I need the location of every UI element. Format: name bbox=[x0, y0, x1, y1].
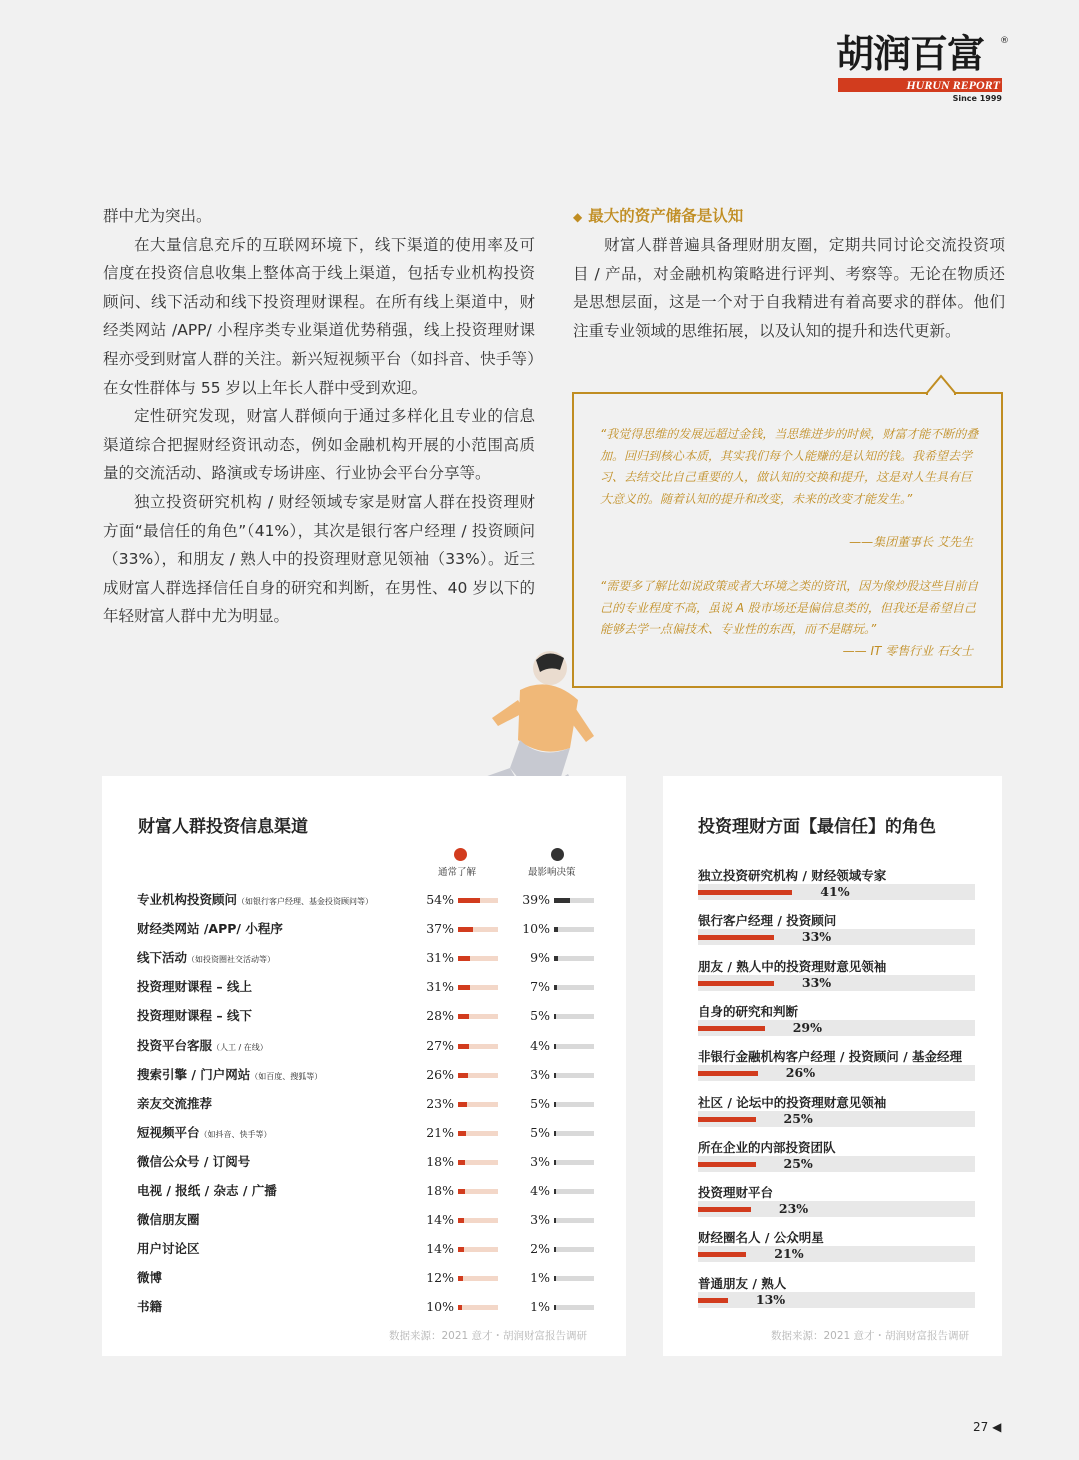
left-text-column bbox=[103, 202, 535, 631]
channel-label-main: 用户讨论区 bbox=[137, 1241, 200, 1257]
channel-label bbox=[137, 1008, 252, 1024]
usually-pct-label: 23% bbox=[426, 1095, 454, 1111]
decision-pct-label: 3% bbox=[530, 1212, 550, 1228]
trust-bar-track bbox=[698, 929, 975, 945]
usually-bar-track bbox=[458, 1160, 498, 1165]
decision-bar-track bbox=[554, 898, 594, 903]
trust-bar bbox=[698, 1162, 756, 1167]
channel-row bbox=[102, 1241, 626, 1270]
decision-pct-label: 3% bbox=[530, 1066, 550, 1082]
decision-pct-label: 4% bbox=[530, 1183, 550, 1198]
trust-pct-label: 21% bbox=[774, 1246, 804, 1262]
decision-pct-label: 10% bbox=[522, 921, 550, 937]
trust-label: 社区 / 论坛中的投资理财意见领袖 bbox=[698, 1094, 887, 1110]
decision-bar-track bbox=[554, 1247, 594, 1252]
decision-bar-track bbox=[554, 1044, 594, 1049]
channel-label bbox=[137, 1096, 212, 1112]
decision-bar-track bbox=[554, 1102, 594, 1107]
decision-bar-track bbox=[554, 1014, 594, 1019]
usually-pct-label: 54% bbox=[426, 892, 454, 907]
decision-bar bbox=[554, 1131, 556, 1136]
channel-label-main: 搜索引擎 / 门户网站 bbox=[137, 1066, 251, 1082]
usually-pct-label: 26% bbox=[426, 1066, 454, 1082]
channel-label bbox=[137, 1299, 162, 1315]
channel-label bbox=[137, 1212, 200, 1228]
usually-bar bbox=[458, 1044, 469, 1049]
decision-bar bbox=[554, 927, 558, 932]
trust-label: 银行客户经理 / 投资顾问 bbox=[698, 913, 837, 929]
hurun-logo bbox=[836, 31, 1009, 106]
decision-pct-label: 39% bbox=[522, 892, 550, 907]
channels-chart-card bbox=[102, 776, 626, 1356]
channel-row bbox=[102, 892, 626, 921]
trust-pct-label: 25% bbox=[783, 1155, 813, 1171]
channel-label bbox=[137, 892, 373, 910]
usually-bar-track bbox=[458, 1131, 498, 1136]
trust-chart-card bbox=[663, 776, 1002, 1356]
channel-label bbox=[137, 1125, 272, 1143]
usually-bar-track bbox=[458, 1044, 498, 1049]
trust-bar bbox=[698, 890, 792, 895]
decision-bar-track bbox=[554, 1218, 594, 1223]
trust-pct-label: 41% bbox=[820, 884, 850, 899]
channel-label bbox=[137, 1038, 268, 1056]
usually-bar bbox=[458, 1131, 466, 1136]
channel-row bbox=[102, 1212, 626, 1241]
usually-bar-track bbox=[458, 956, 498, 961]
channel-label-main: 亲友交流推荐 bbox=[137, 1095, 213, 1111]
usually-bar bbox=[458, 1305, 462, 1310]
trust-bar-track bbox=[698, 1065, 975, 1081]
usually-bar bbox=[458, 927, 473, 932]
trust-label: 普通朋友 / 熟人 bbox=[698, 1275, 787, 1291]
usually-bar-track bbox=[458, 1073, 498, 1078]
trust-pct-label: 25% bbox=[783, 1110, 813, 1126]
trust-pct-label: 29% bbox=[792, 1019, 822, 1035]
trust-pct-label: 23% bbox=[778, 1201, 809, 1217]
trust-bar-track bbox=[698, 1156, 975, 1172]
trust-bar-track bbox=[698, 975, 975, 991]
decision-bar bbox=[554, 1102, 556, 1107]
usually-pct-label: 14% bbox=[426, 1241, 454, 1257]
decision-bar-track bbox=[554, 1276, 594, 1281]
usually-bar-track bbox=[458, 1305, 498, 1310]
channel-label bbox=[137, 1270, 162, 1286]
legend-dot-usually bbox=[454, 848, 467, 861]
trust-label: 朋友 / 熟人中的投资理财意见领袖 bbox=[698, 958, 887, 974]
usually-bar-track bbox=[458, 1276, 498, 1281]
decision-pct-label: 5% bbox=[530, 1124, 550, 1140]
trust-bar bbox=[698, 1207, 751, 1212]
channel-label-main: 财经类网站 /APP/ 小程序 bbox=[137, 921, 283, 937]
usually-bar-track bbox=[458, 898, 498, 903]
quote-box bbox=[572, 392, 1003, 688]
paragraph-3: 独立投资研究机构 / 财经领域专家是财富人群在投资理财方面“最信任的角色”（41%），其次是银行客户经理 / 投资顾问（33%），和朋友 / 熟人中的投资理财意见领袖（33%）。近三成财富人群选择信任自身的研究和判断，在男性、40 岁以下的年轻财富人群中尤为明显。 bbox=[103, 492, 535, 626]
trust-bar bbox=[698, 981, 774, 986]
decision-bar-track bbox=[554, 1073, 594, 1078]
channels-chart-title: 财富人群投资信息渠道 bbox=[138, 817, 308, 837]
usually-pct-label: 21% bbox=[426, 1124, 454, 1140]
trust-label: 财经圈名人 / 公众明星 bbox=[698, 1230, 824, 1246]
usually-pct-label: 18% bbox=[426, 1153, 454, 1169]
logo-cn-text: 胡润百富 bbox=[836, 31, 985, 76]
legend-label-decision: 最影响决策 bbox=[528, 867, 576, 878]
channel-label bbox=[137, 1067, 322, 1085]
decision-bar bbox=[554, 1247, 556, 1252]
decision-bar bbox=[554, 1276, 556, 1281]
channel-label bbox=[137, 1241, 200, 1257]
channel-label bbox=[137, 1183, 277, 1199]
decision-pct-label: 1% bbox=[530, 1270, 550, 1286]
paragraph-0: 群中尤为突出。 bbox=[103, 207, 212, 225]
channel-row bbox=[102, 1038, 626, 1067]
decision-bar bbox=[554, 1044, 556, 1049]
trust-bar bbox=[698, 935, 774, 940]
usually-bar bbox=[458, 1073, 468, 1078]
quote-2-signature: —— IT 零售行业 石女士 bbox=[842, 644, 973, 658]
decision-bar-track bbox=[554, 1189, 594, 1194]
usually-bar-track bbox=[458, 1189, 498, 1194]
trust-bar bbox=[698, 1298, 728, 1303]
trust-bar bbox=[698, 1117, 756, 1122]
usually-bar bbox=[458, 898, 480, 903]
channel-label-main: 微信公众号 / 订阅号 bbox=[137, 1153, 251, 1169]
decision-bar-track bbox=[554, 927, 594, 932]
trust-label: 非银行金融机构客户经理 / 投资顾问 / 基金经理 bbox=[698, 1049, 963, 1065]
channel-label bbox=[137, 950, 275, 968]
logo-red-bar bbox=[838, 78, 1002, 92]
decision-bar bbox=[554, 1160, 556, 1165]
decision-bar-track bbox=[554, 956, 594, 961]
usually-pct-label: 18% bbox=[426, 1183, 454, 1198]
usually-bar bbox=[458, 1247, 464, 1252]
usually-pct-label: 12% bbox=[426, 1270, 454, 1286]
channel-row bbox=[102, 1067, 626, 1096]
trust-source: 数据来源：2021 意才・胡润财富报告调研 bbox=[771, 1330, 970, 1342]
usually-pct-label: 14% bbox=[426, 1212, 454, 1228]
trust-row bbox=[698, 1140, 978, 1185]
usually-pct-label: 31% bbox=[426, 979, 454, 995]
right-paragraph-1: 财富人群普遍具备理财朋友圈，定期共同讨论交流投资项目 / 产品，对金融机构策略进行评判、考察等。无论在物质还是思想层面，这是一个对于自我精进有着高要求的群体。他们注重专业领域的思维拓展，以及认知的提升和迭代更新。 bbox=[573, 236, 1005, 340]
decision-pct-label: 3% bbox=[530, 1153, 550, 1169]
paragraph-1: 在大量信息充斥的互联网环境下，线下渠道的使用率及可信度在投资信息收集上整体高于线上渠道，包括专业机构投资顾问、线下活动和线下投资理财课程。在所有线上渠道中，财经类网站 /APP/ 小程序类专业渠道优势稍强，线上投资理财课程亦受到财富人群的关注。新兴短视频平台（如抖音、快手等）在女性群体与 55 岁以上年长人群中受到欢迎。 bbox=[103, 235, 535, 397]
legend-dot-decision bbox=[551, 848, 564, 861]
trust-bar-track bbox=[698, 1111, 975, 1127]
channel-label-main: 投资平台客服 bbox=[137, 1037, 213, 1053]
trust-row bbox=[698, 1004, 978, 1049]
channel-label-main: 短视频平台 bbox=[137, 1124, 200, 1140]
logo-registered-mark: ® bbox=[1000, 36, 1009, 46]
trust-row bbox=[698, 1095, 978, 1140]
channel-label-main: 线下活动 bbox=[137, 950, 188, 966]
channel-row bbox=[102, 979, 626, 1008]
trust-bar-track bbox=[698, 1020, 975, 1036]
channels-source: 数据来源：2021 意才・胡润财富报告调研 bbox=[389, 1330, 588, 1342]
logo-since: Since 1999 bbox=[952, 94, 1002, 103]
usually-pct-label: 10% bbox=[426, 1299, 454, 1315]
channel-label-main: 投资理财课程 – 线上 bbox=[137, 979, 252, 995]
usually-pct-label: 37% bbox=[426, 921, 454, 937]
quote-2-text: “需要多了解比如说政策或者大环境之类的资讯，因为像炒股这些目前自己的专业程度不高，虽说 A 股市场还是偏信息类的，但我还是希望自己能够去学一点偏技术、专业性的东西，而不是瞎玩。” bbox=[600, 579, 979, 636]
section-heading bbox=[573, 202, 1005, 231]
channel-row bbox=[102, 1183, 626, 1212]
trust-row bbox=[698, 1185, 978, 1230]
channel-row bbox=[102, 1125, 626, 1154]
decision-bar-track bbox=[554, 1160, 594, 1165]
decision-pct-label: 1% bbox=[530, 1299, 550, 1315]
trust-bar bbox=[698, 1252, 746, 1257]
decision-bar bbox=[554, 898, 570, 903]
channel-label bbox=[137, 979, 252, 995]
trust-bar-track bbox=[698, 1201, 975, 1217]
usually-bar bbox=[458, 1276, 463, 1281]
trust-pct-label: 33% bbox=[801, 974, 832, 990]
channel-label-sub: （人工 / 在线） bbox=[212, 1042, 268, 1052]
usually-bar bbox=[458, 956, 470, 961]
section-heading-text: 最大的资产储备是认知 bbox=[588, 207, 744, 225]
channel-label-sub: （如投资圈社交活动等） bbox=[187, 955, 276, 965]
usually-bar bbox=[458, 1014, 469, 1019]
decision-bar-track bbox=[554, 1131, 594, 1136]
quote-1-signature: ——集团董事长 艾先生 bbox=[849, 535, 973, 549]
trust-pct-label: 33% bbox=[801, 929, 832, 945]
paragraph-2: 定性研究发现，财富人群倾向于通过多样化且专业的信息渠道综合把握财经资讯动态，例如金融机构开展的小范围高质量的交流活动、路演或专场讲座、行业协会平台分享等。 bbox=[103, 407, 535, 483]
channel-label-main: 电视 / 报纸 / 杂志 / 广播 bbox=[137, 1183, 277, 1198]
channel-label bbox=[137, 921, 283, 937]
channel-row bbox=[102, 1299, 626, 1328]
usually-bar bbox=[458, 1189, 465, 1194]
decision-pct-label: 5% bbox=[530, 1095, 550, 1111]
channel-label-sub: （如抖音、快手等） bbox=[199, 1129, 272, 1139]
trust-row bbox=[698, 1230, 978, 1275]
diamond-icon: ◆ bbox=[573, 210, 583, 224]
channel-label-sub: （如银行客户经理、基金投资顾问等） bbox=[237, 897, 374, 906]
channel-label-main: 书籍 bbox=[137, 1299, 163, 1315]
trust-row bbox=[698, 913, 978, 958]
trust-row bbox=[698, 1049, 978, 1094]
channel-label-main: 微信朋友圈 bbox=[137, 1212, 200, 1228]
trust-bar bbox=[698, 1071, 758, 1076]
quote-1-text: “我觉得思维的发展远超过金钱，当思维进步的时候，财富才能不断的叠加。回归到核心本质，其实我们每个人能赚的是认知的钱。我希望去学习、去结交比自己重要的人，做认知的交换和提升，这是对人生具有巨大意义的。随着认知的提升和改变，未来的改变才能发生。” bbox=[600, 427, 979, 506]
usually-bar-track bbox=[458, 1102, 498, 1107]
trust-pct-label: 26% bbox=[785, 1065, 816, 1081]
channel-row bbox=[102, 1270, 626, 1299]
decision-bar bbox=[554, 956, 558, 961]
decision-pct-label: 2% bbox=[530, 1241, 550, 1257]
usually-bar-track bbox=[458, 927, 498, 932]
trust-label: 所在企业的内部投资团队 bbox=[698, 1139, 836, 1155]
usually-bar-track bbox=[458, 1247, 498, 1252]
usually-bar bbox=[458, 1160, 465, 1165]
channel-label-main: 投资理财课程 – 线下 bbox=[137, 1008, 252, 1024]
decision-bar-track bbox=[554, 1305, 594, 1310]
logo-en-text: HURUN REPORT bbox=[906, 78, 1000, 92]
usually-pct-label: 31% bbox=[426, 950, 454, 966]
usually-pct-label: 27% bbox=[426, 1037, 454, 1053]
decision-pct-label: 7% bbox=[530, 979, 550, 995]
decision-bar bbox=[554, 1218, 556, 1223]
usually-bar-track bbox=[458, 985, 498, 990]
trust-pct-label: 13% bbox=[755, 1291, 786, 1307]
usually-bar bbox=[458, 1218, 464, 1223]
page-number-text: 27 bbox=[973, 1420, 989, 1434]
channel-label-sub: （如百度、搜狐等） bbox=[250, 1071, 323, 1081]
usually-bar-track bbox=[458, 1014, 498, 1019]
decision-pct-label: 9% bbox=[530, 950, 550, 966]
trust-bar-track bbox=[698, 1292, 975, 1308]
channel-label bbox=[137, 1154, 250, 1170]
channel-row bbox=[102, 1154, 626, 1183]
decision-bar bbox=[554, 1073, 556, 1078]
channel-row bbox=[102, 950, 626, 979]
decision-bar-track bbox=[554, 985, 594, 990]
decision-bar bbox=[554, 1014, 556, 1019]
legend-label-usually: 通常了解 bbox=[438, 867, 477, 878]
quote-notch-icon bbox=[926, 374, 956, 395]
trust-label: 独立投资研究机构 / 财经领域专家 bbox=[698, 868, 887, 883]
trust-label: 投资理财平台 bbox=[698, 1185, 774, 1201]
decision-bar bbox=[554, 1189, 556, 1194]
page-number bbox=[973, 1420, 1001, 1434]
usually-bar bbox=[458, 985, 470, 990]
trust-label: 自身的研究和判断 bbox=[698, 1003, 799, 1019]
trust-row bbox=[698, 959, 978, 1004]
right-text-column bbox=[573, 202, 1005, 345]
channel-row bbox=[102, 1096, 626, 1125]
channel-label-main: 微博 bbox=[137, 1270, 163, 1286]
channel-row bbox=[102, 921, 626, 950]
trust-bar bbox=[698, 1026, 765, 1031]
usually-bar bbox=[458, 1102, 467, 1107]
trust-row bbox=[698, 868, 978, 913]
trust-bar-track bbox=[698, 1246, 975, 1262]
decision-bar bbox=[554, 985, 557, 990]
decision-bar bbox=[554, 1305, 556, 1310]
trust-chart-title: 投资理财方面【最信任】的角色 bbox=[698, 817, 936, 837]
decision-pct-label: 5% bbox=[530, 1008, 550, 1024]
decision-pct-label: 4% bbox=[530, 1037, 550, 1053]
page-arrow-icon: ◀ bbox=[992, 1420, 1002, 1434]
trust-row bbox=[698, 1276, 978, 1321]
channel-row bbox=[102, 1008, 626, 1037]
usually-bar-track bbox=[458, 1218, 498, 1223]
usually-pct-label: 28% bbox=[426, 1008, 454, 1024]
channel-label-main: 专业机构投资顾问 bbox=[137, 892, 238, 907]
